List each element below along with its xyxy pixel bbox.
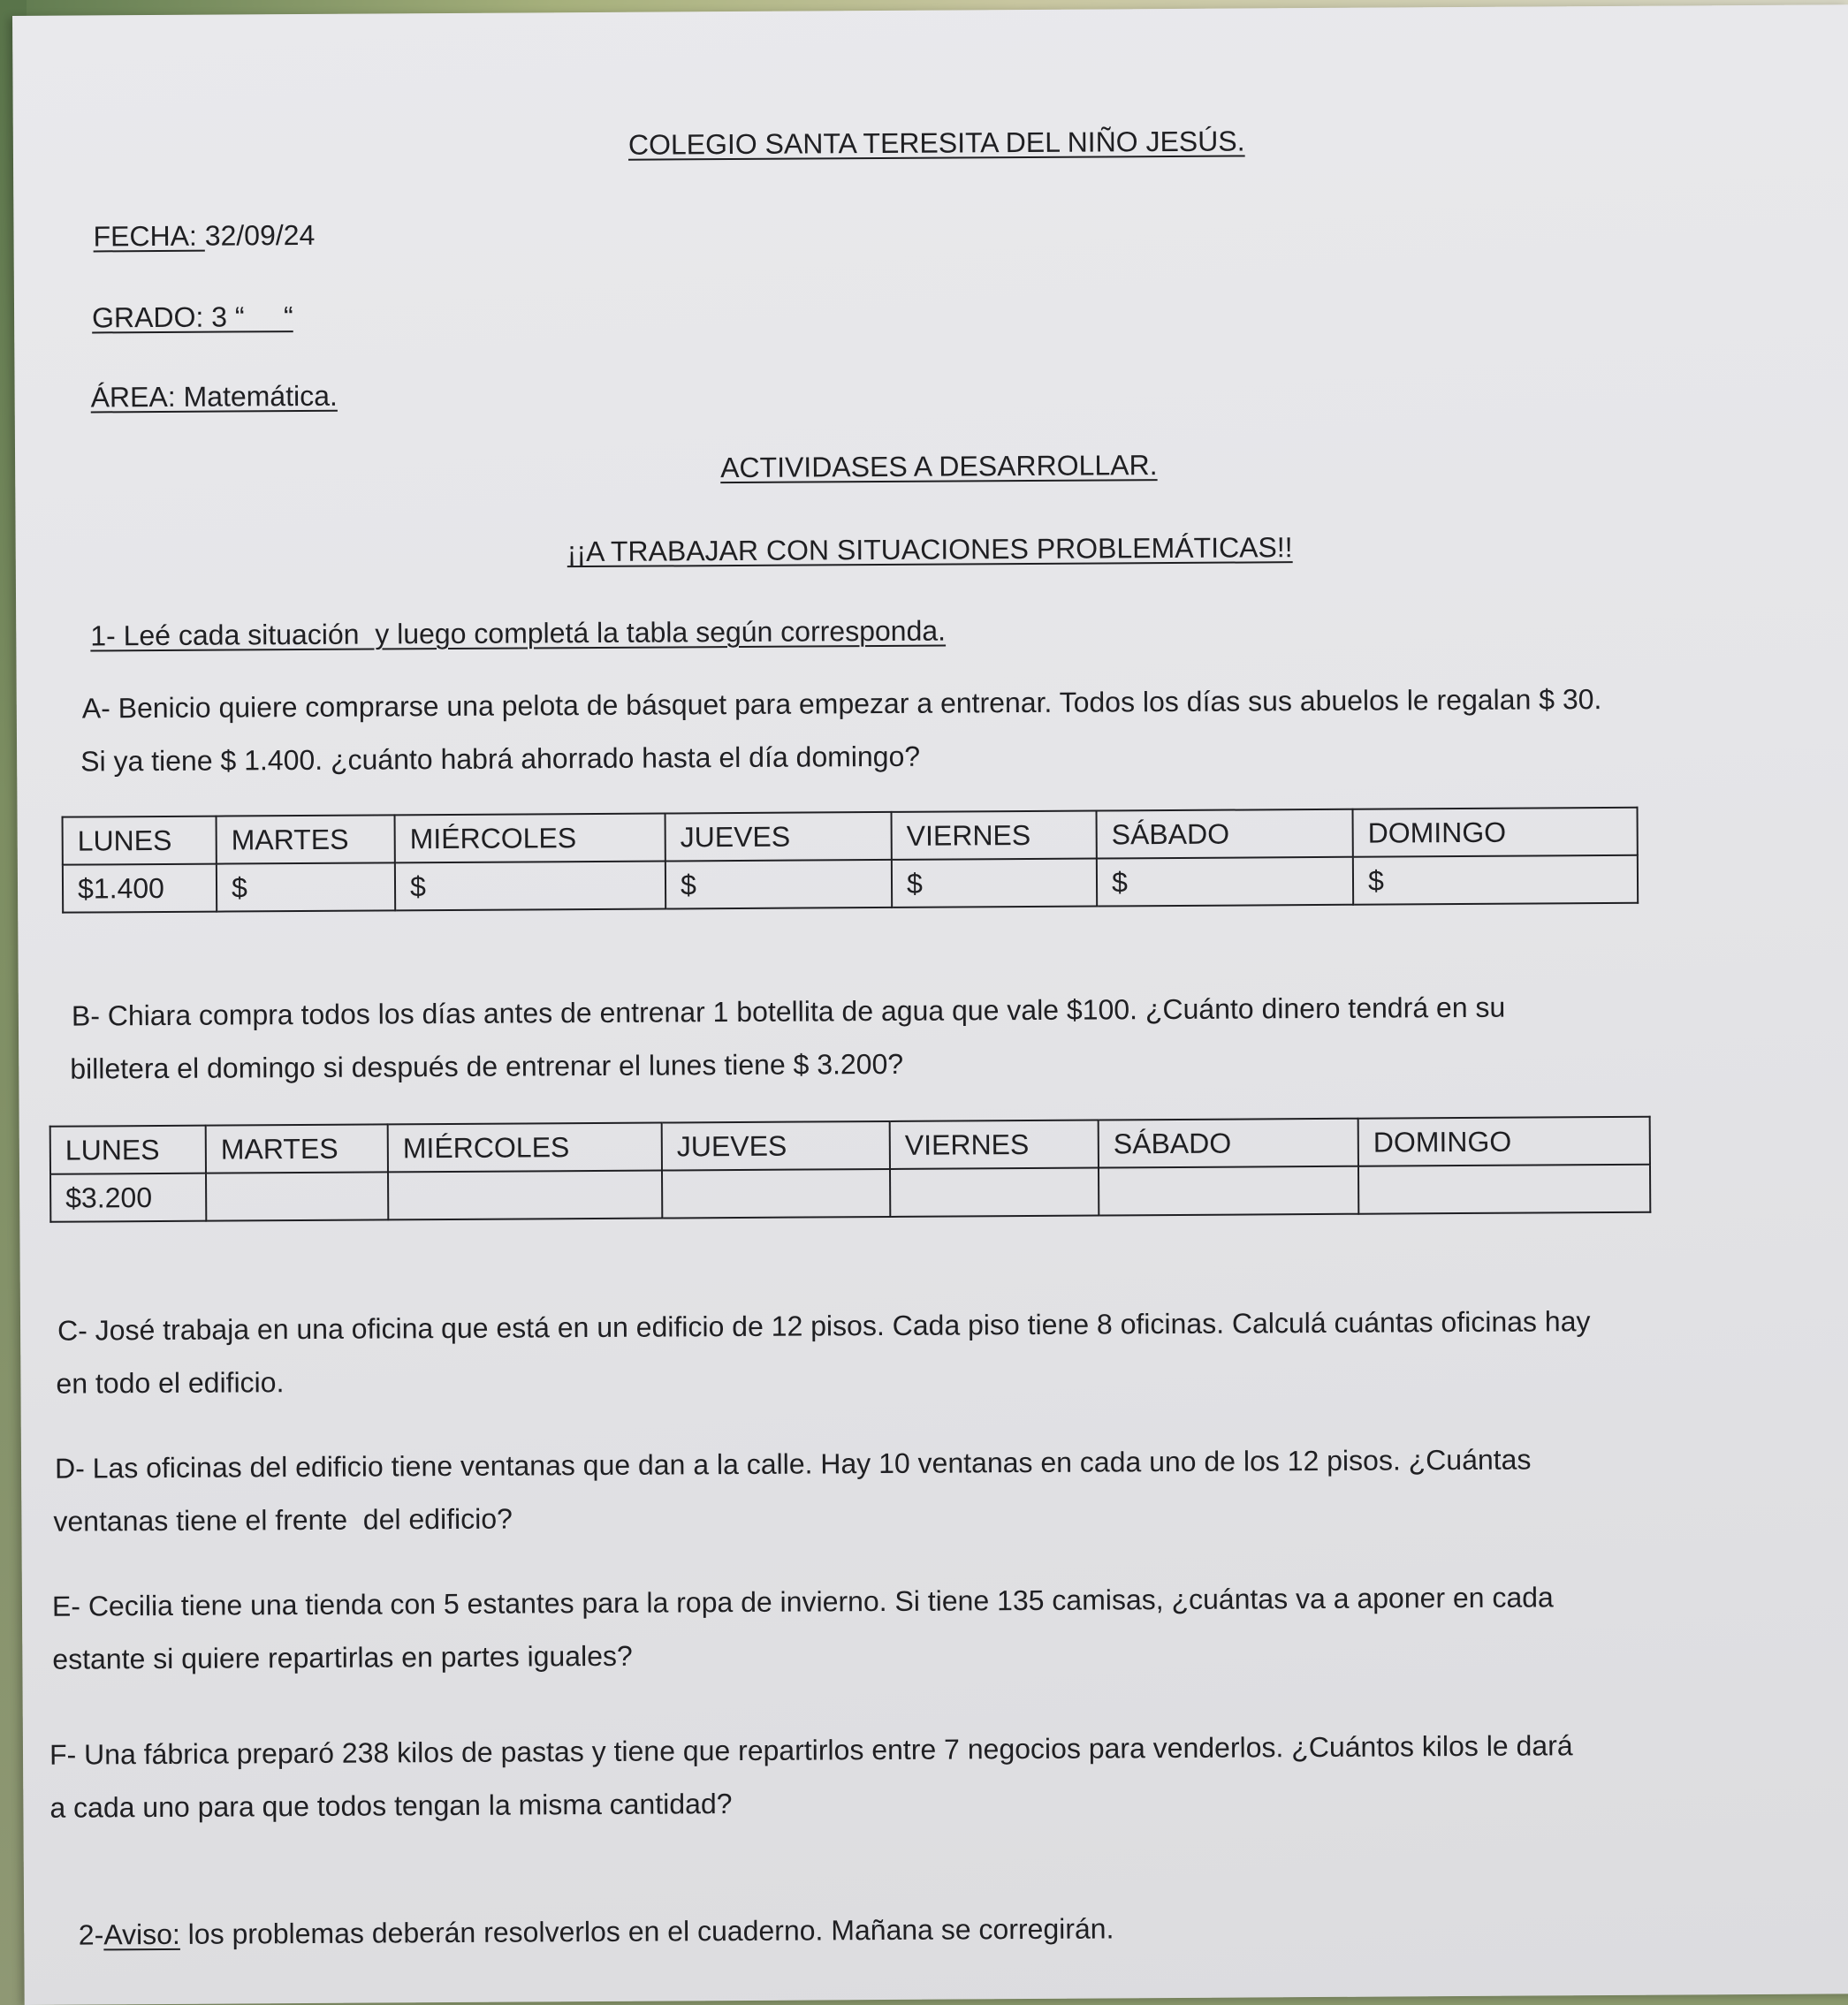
table-a-value: $ [892, 859, 1097, 908]
table-b-value [662, 1169, 890, 1219]
table-a-value: $ [395, 862, 665, 911]
aviso-line [47, 1875, 1114, 1987]
table-a-value: $1.400 [63, 864, 217, 913]
school-name: COLEGIO SANTA TERESITA DEL NIÑO JESÚS. [627, 125, 1245, 161]
date-line [93, 217, 315, 254]
table-b-value [1099, 1166, 1358, 1216]
table-a-value: $ [1353, 855, 1638, 905]
table-b-day: LUNES [50, 1126, 206, 1174]
table-b-value [206, 1172, 388, 1220]
table-a-value: $ [217, 862, 395, 911]
problem-d-line1: D- Las oficinas del edificio tiene ventanas que dan a la calle. Hay 10 ventanas en cada uno de los 12 pisos. ¿Cuántas [54, 1443, 1532, 1485]
problem-c-line1: C- José trabaja en una oficina que está en un edificio de 12 pisos. Cada piso tiene 8 oficinas. Calculá cuántas oficinas hay [57, 1305, 1591, 1347]
table-b-day: MIÉRCOLES [388, 1123, 662, 1173]
table-b-day: VIERNES [890, 1120, 1099, 1169]
table-a-day: LUNES [63, 816, 217, 865]
table-a-value-row [63, 855, 1638, 913]
table-b-value [1358, 1165, 1650, 1214]
activities-title: ACTIVIDASES A DESARROLLAR. [720, 449, 1158, 484]
problem-e-line1: E- Cecilia tiene una tienda con 5 estantes para la ropa de invierno. Si tiene 135 camisas, ¿cuántas va a aponer en cada [51, 1581, 1554, 1622]
problem-b-line2: billetera el domingo si después de entrenar el lunes tiene $ 3.200? [70, 1047, 904, 1085]
table-b-value-row [50, 1165, 1650, 1222]
table-a-day: VIERNES [892, 811, 1097, 860]
table-a-day: MARTES [217, 815, 395, 863]
table-b-value: $3.200 [50, 1173, 206, 1222]
table-b-day: DOMINGO [1358, 1117, 1650, 1166]
date-label: FECHA: [93, 219, 205, 253]
table-a [62, 807, 1639, 914]
problem-a-line1: A- Benicio quiere comprarse una pelota de básquet para empezar a entrenar. Todos los días sus abuelos le regalan $ 30. [81, 683, 1602, 725]
table-a-day: MIÉRCOLES [395, 814, 665, 863]
problem-f-line2: a cada uno para que todos tengan la misma cantidad? [49, 1788, 733, 1824]
problem-c-line2: en todo el edificio. [56, 1366, 285, 1400]
aviso-text: los problemas deberán resolverlos en el cuaderno. Mañana se corregirán. [179, 1912, 1114, 1950]
table-b-day: MARTES [206, 1124, 388, 1173]
table-a-day: DOMINGO [1353, 808, 1638, 857]
table-b-value [388, 1171, 662, 1220]
table-b [49, 1116, 1652, 1223]
table-a-day: JUEVES [665, 812, 892, 862]
table-b-value [890, 1168, 1099, 1217]
date-value: 32/09/24 [204, 218, 316, 252]
aviso-label: Aviso: [103, 1918, 180, 1951]
problem-a-line2: Si ya tiene $ 1.400. ¿cuánto habrá ahorrado hasta el día domingo? [80, 740, 921, 778]
grade-line: GRADO: 3 “ “ [91, 300, 293, 334]
section-subtitle: ¡¡A TRABAJAR CON SITUACIONES PROBLEMÁTICAS!! [567, 531, 1293, 568]
aviso-prefix: 2- [78, 1918, 104, 1951]
area-line: ÁREA: Matemática. [90, 379, 338, 414]
problem-d-line2: ventanas tiene el frente del edificio? [53, 1502, 513, 1538]
table-a-value: $ [665, 860, 892, 909]
problem-b-line1: B- Chiara compra todos los días antes de entrenar 1 botellita de agua que vale $100. ¿Cuánto dinero tendrá en su [71, 991, 1506, 1032]
table-a-value: $ [1097, 857, 1353, 907]
table-a-day: SÁBADO [1097, 809, 1353, 859]
table-b-day: SÁBADO [1099, 1119, 1358, 1168]
table-b-day: JUEVES [662, 1121, 890, 1171]
problem-e-line2: estante si quiere repartirlas en partes iguales? [52, 1639, 633, 1675]
worksheet-page [12, 4, 1848, 2005]
problem-f-line1: F- Una fábrica preparó 238 kilos de pastas y tiene que repartirlos entre 7 negocios para venderlos. ¿Cuántos kilos le dará [49, 1729, 1573, 1771]
instruction-1: 1- Leé cada situación y luego completá la tabla según corresponda. [90, 614, 947, 652]
